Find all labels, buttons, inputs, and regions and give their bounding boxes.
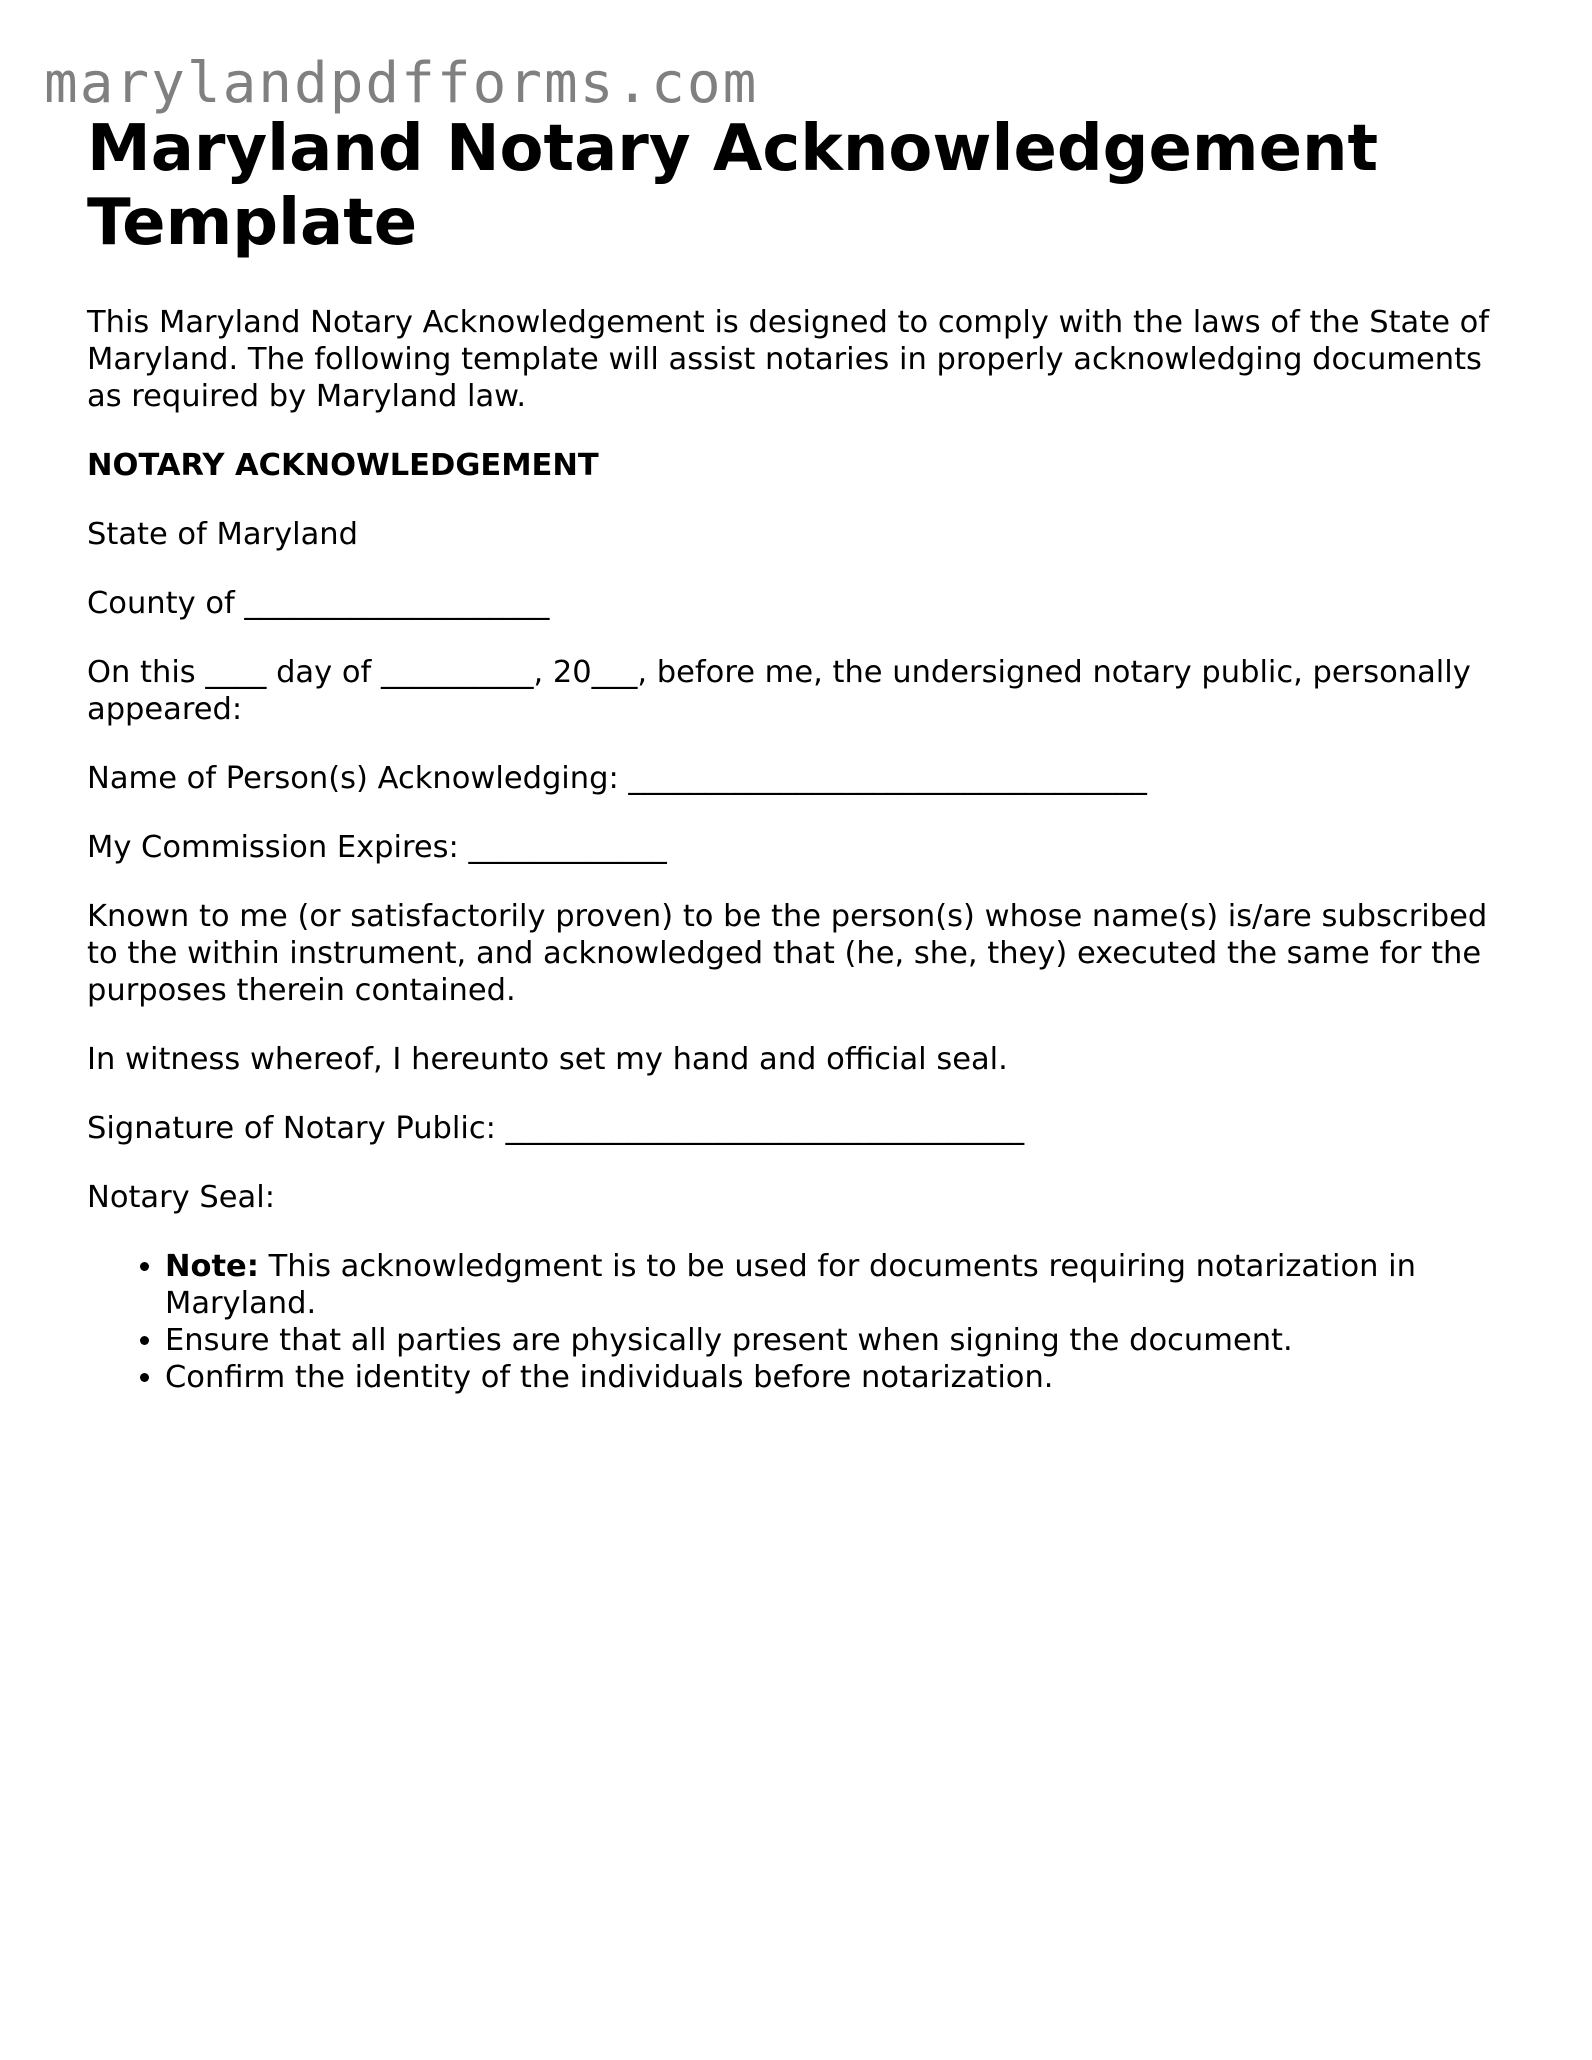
document-body [87, 112, 1517, 1396]
commission-line: My Commission Expires: _____________ [87, 830, 667, 865]
notes-list [87, 1248, 1517, 1396]
section-heading: NOTARY ACKNOWLEDGEMENT [87, 448, 599, 483]
watermark: marylandpdfforms.com [44, 51, 759, 116]
page-title: Maryland Notary Acknowledgement Template [87, 112, 1379, 260]
intro-paragraph: This Maryland Notary Acknowledgement is designed to comply with the laws of the State of Maryland. The following template will assist notaries in properly acknowledging documents as required by Maryland law. [87, 305, 1490, 414]
list-item: • Ensure that all parties are physically present when signing the document. [165, 1322, 1517, 1359]
county-line: County of ____________________ [87, 586, 550, 621]
name-line: Name of Person(s) Acknowledging: __________________________________ [87, 761, 1147, 796]
witness-line: In witness whereof, I hereunto set my hand and official seal. [87, 1042, 1008, 1077]
seal-line: Notary Seal: [87, 1180, 275, 1215]
signature-line: Signature of Notary Public: __________________________________ [87, 1111, 1025, 1146]
state-line: State of Maryland [87, 517, 358, 552]
list-item: • Confirm the identity of the individuals before notarization. [165, 1359, 1517, 1396]
list-item [165, 1248, 1517, 1322]
date-line: On this ____ day of __________, 20___, before me, the undersigned notary public, personally appeared: [87, 655, 1471, 727]
note-label: Note: [165, 1249, 259, 1284]
known-paragraph: Known to me (or satisfactorily proven) to be the person(s) whose name(s) is/are subscribed to the within instrument, and acknowledged that (he, she, they) executed the same for the purposes therein contained. [87, 899, 1488, 1008]
note-text: This acknowledgment is to be used for documents requiring notarization in Maryland. [165, 1249, 1416, 1321]
